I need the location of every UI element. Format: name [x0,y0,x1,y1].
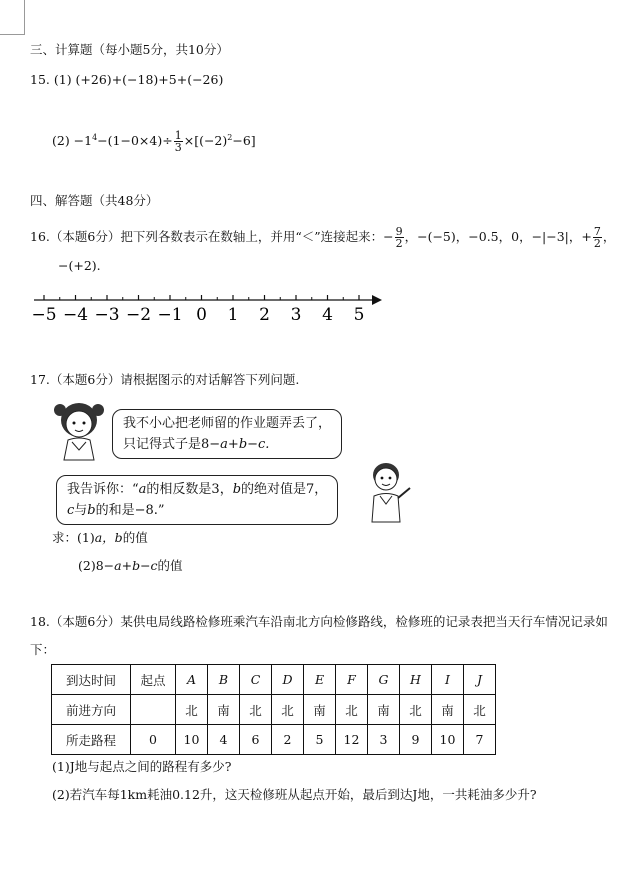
table-cell: 3 [368,725,400,755]
table-cell: C [240,665,272,695]
q17-text: 17.（本题6分）请根据图示的对话解答下列问题. [30,372,300,387]
q15-part1-expr: (1) (+26)+(−18)+5+(−26) [53,72,224,87]
table-cell: 10 [432,725,464,755]
q17-ask1-pre: 求：(1) [52,530,95,545]
number-line [28,286,388,326]
q15-part2-exp: 4 [92,133,98,142]
table-cell: 北 [240,695,272,725]
table-cell: A [176,665,208,695]
bubble2-var-a: a [138,482,147,497]
bubble1-line2-expr: a+b−c. [220,437,270,452]
table-row [52,725,496,755]
bubble2-pre: 我告诉你：“ [67,482,139,497]
travel-record-table [51,664,496,755]
number-line-tick-label: 3 [290,305,302,325]
q16-fraction-1 [395,226,404,249]
table-row [52,665,496,695]
boy-illustration [360,460,416,524]
table-cell: 南 [432,695,464,725]
number-line-tick-label: −4 [62,305,89,325]
table-cell: 12 [336,725,368,755]
q16-mid: ，−(−5)，−0.5，0，−|−3|，+ [404,229,592,244]
q15-fraction-num: 1 [174,129,182,143]
table-cell: I [432,665,464,695]
table-cell: 北 [272,695,304,725]
q17-ask2-pre: (2)8− [78,558,115,573]
q16-fraction-2 [593,226,602,249]
bubble2-line2-mid: 与 [74,503,88,518]
bubble2-line2-end: 的和是−8.” [95,503,165,518]
page-corner-mark [0,0,25,35]
bubble2-var-c: c [67,503,75,518]
table-cell: H [400,665,432,695]
table-cell: 2 [272,725,304,755]
bubble2-var-b: b [232,482,242,497]
q18-text2: 下： [30,642,56,657]
bubble1-line1: 我不小心把老师留的作业题弄丢了， [123,416,332,431]
speech-bubble-girl [112,409,342,459]
table-cell: 北 [400,695,432,725]
table-cell: 4 [208,725,240,755]
table-row-header: 到达时间 [52,665,131,695]
q16-prompt: 16.（本题6分）把下列各数表示在数轴上，并用“＜”连接起来： [30,229,384,244]
q15-part2-exp2: 2 [227,133,233,142]
section4-title: 四、解答题（共48分） [30,193,159,208]
girl-illustration [50,400,108,462]
q16-text [30,226,615,249]
q17-ask2-expr: a+b−c [114,558,158,573]
q16-f1-den: 2 [395,237,403,250]
q15-part2-pre: (2) −1 [52,133,93,149]
number-line-tick-label: −5 [31,305,57,325]
bubble2-mid: 的相反数是3， [146,482,233,497]
number-line-tick-label: −1 [157,305,183,325]
speech-bubble-boy [56,475,338,525]
table-cell: 南 [304,695,336,725]
number-line-tick-label: 1 [227,305,239,325]
q16-f2-den: 2 [593,237,601,250]
table-row-header: 所走路程 [52,725,131,755]
q16-end: ， [602,229,616,244]
table-row [52,695,496,725]
q15-part1 [30,72,223,88]
table-cell: 南 [368,695,400,725]
number-line-tick-label: 4 [322,305,333,325]
q18-ask1: (1)J地与起点之间的路程有多少? [52,759,232,774]
q16-f1-num: 9 [395,225,403,238]
q15-part2 [52,130,256,153]
bubble2-line2 [67,500,327,521]
q16-neg: − [383,229,394,244]
number-line-tick-label: −3 [94,305,120,325]
number-line-tick-label: 0 [196,305,207,325]
q17-ask2-post: 的值 [157,558,183,573]
table-cell: G [368,665,400,695]
table-cell: 10 [176,725,208,755]
q18-text: 18.（本题6分）某供电局线路检修班乘汽车沿南北方向检修路线，检修班的记录表把当天行车情况记录如 [30,614,608,629]
bubble2-var-b2: b [87,503,96,518]
q18-ask2: (2)若汽车每1km耗油0.12升，这天检修班从起点开始，最后到达J地，一共耗油多少升? [52,787,537,802]
q16-f2-num: 7 [593,225,601,238]
table-cell [131,695,176,725]
bubble2-line1 [67,479,327,500]
table-cell: 南 [208,695,240,725]
number-line-tick-label: −2 [125,305,152,325]
q15-fraction [174,130,183,153]
table-cell: 北 [336,695,368,725]
q17-ask2 [78,558,183,574]
table-cell: 5 [304,725,336,755]
q16-line2: −(+2). [58,258,101,273]
table-cell: 0 [131,725,176,755]
table-cell: F [336,665,368,695]
number-line-arrow [372,295,382,305]
q15-label: 15. [30,72,50,87]
table-cell: 起点 [131,665,176,695]
table-cell: 北 [464,695,496,725]
table-cell: 9 [400,725,432,755]
q17-ask1-post: 的值 [122,530,148,545]
bubble2-end: 的绝对值是7， [241,482,328,497]
q15-part2-post2: −6] [232,133,256,149]
section3-title: 三、计算题（每小题5分，共10分） [30,42,229,57]
q17-ask1 [52,530,148,546]
table-cell: B [208,665,240,695]
bubble1-line2 [123,434,331,455]
table-cell: E [304,665,336,695]
q17-ask1-vars: a，b [94,530,123,545]
table-cell: 6 [240,725,272,755]
table-cell: J [464,665,496,695]
q15-part2-mid: −(1−0×4)÷ [97,133,173,149]
table-row-header: 前进方向 [52,695,131,725]
q15-part2-post1: ×[(−2) [183,133,228,149]
table-cell: 7 [464,725,496,755]
table-cell: D [272,665,304,695]
q15-fraction-den: 3 [174,141,182,155]
number-line-tick-label: 2 [259,305,270,325]
bubble1-line2-pre: 只记得式子是8− [123,437,221,452]
number-line-tick-label: 5 [353,305,365,325]
table-cell: 北 [176,695,208,725]
